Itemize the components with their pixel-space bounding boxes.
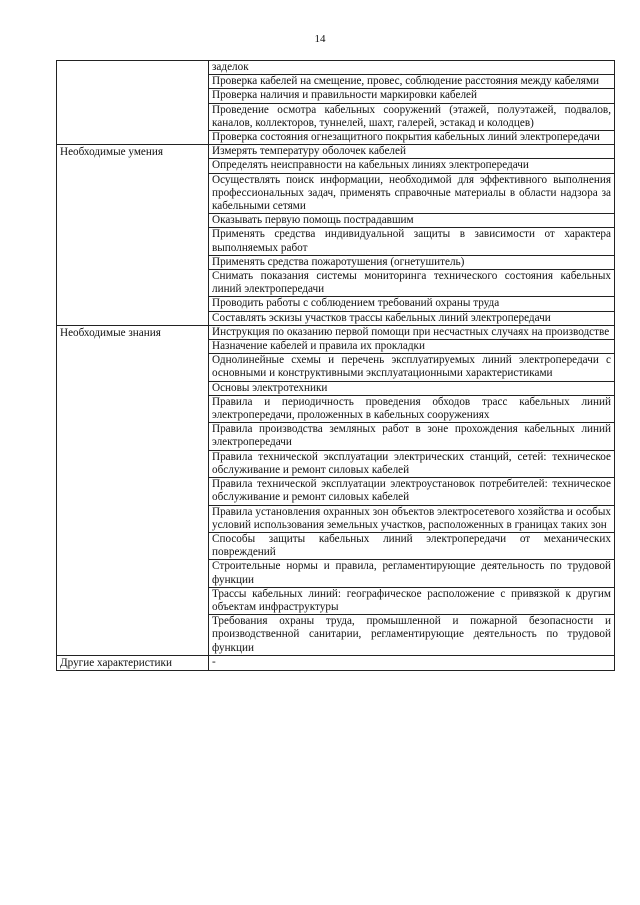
requirement-item: Строительные нормы и правила, регламентирующие деятельность по трудовой функции — [209, 560, 615, 587]
requirement-item: Правила технической эксплуатации электрических станций, сетей: техническое обслуживание и ремонт силовых кабелей — [209, 450, 615, 477]
requirement-item: Проводить работы с соблюдением требований охраны труда — [209, 297, 615, 311]
requirement-item: заделок — [209, 61, 615, 75]
table-row — [57, 145, 615, 159]
page-number: 14 — [314, 33, 326, 45]
section-label: Необходимые умения — [57, 145, 209, 326]
requirement-item: Снимать показания системы мониторинга технического состояния кабельных линий электропередачи — [209, 270, 615, 297]
requirement-item: Требования охраны труда, промышленной и пожарной безопасности и производственной санитарии, регламентирующие деятельность по трудовой функции — [209, 615, 615, 656]
requirement-item: Правила производства земляных работ в зоне прохождения кабельных линий электропередачи — [209, 423, 615, 450]
table-row — [57, 61, 615, 75]
requirement-item: Составлять эскизы участков трассы кабельных линий электропередачи — [209, 311, 615, 325]
requirement-item: Применять средства индивидуальной защиты в зависимости от характера выполняемых работ — [209, 228, 615, 255]
requirement-item: Оказывать первую помощь пострадавшим — [209, 214, 615, 228]
requirement-item: Измерять температуру оболочек кабелей — [209, 145, 615, 159]
requirement-item: Однолинейные схемы и перечень эксплуатируемых линий электропередачи с основными и конструктивными эксплуатационными характеристиками — [209, 354, 615, 381]
requirement-item: Правила установления охранных зон объектов электросетевого хозяйства и особых условий использования земельных участков, расположенных в границах таких зон — [209, 505, 615, 532]
requirement-item: Правила технической эксплуатации электроустановок потребителей: техническое обслуживание и ремонт силовых кабелей — [209, 478, 615, 505]
requirement-item: Проведение осмотра кабельных сооружений (этажей, полуэтажей, подвалов, каналов, коллекторов, туннелей, шахт, галерей, эстакад и колодцев) — [209, 103, 615, 130]
requirement-item: - — [209, 655, 615, 670]
requirement-item: Осуществлять поиск информации, необходимой для эффективного выполнения профессиональных задач, применять справочные материалы в области надзора за кабельными сетями — [209, 173, 615, 214]
requirement-item: Инструкция по оказанию первой помощи при несчастных случаях на производстве — [209, 325, 615, 339]
requirement-item: Проверка наличия и правильности маркировки кабелей — [209, 89, 615, 103]
section-label: Необходимые знания — [57, 325, 209, 655]
requirement-item: Проверка кабелей на смещение, провес, соблюдение расстояния между кабелями — [209, 75, 615, 89]
section-label — [57, 61, 209, 145]
requirement-item: Применять средства пожаротушения (огнетушитель) — [209, 255, 615, 269]
table-row — [57, 325, 615, 339]
requirement-item: Основы электротехники — [209, 381, 615, 395]
requirement-item: Определять неисправности на кабельных линиях электропередачи — [209, 159, 615, 173]
labor-function-table — [56, 60, 615, 671]
requirement-item: Проверка состояния огнезащитного покрытия кабельных линий электропередачи — [209, 131, 615, 145]
requirement-item: Правила и периодичность проведения обходов трасс кабельных линий электропередачи, проложенных в кабельных сооружениях — [209, 395, 615, 422]
requirement-item: Трассы кабельных линий: географическое расположение с привязкой к другим объектам инфраструктуры — [209, 587, 615, 614]
table-row — [57, 655, 615, 670]
requirement-item: Назначение кабелей и правила их прокладки — [209, 340, 615, 354]
requirement-item: Способы защиты кабельных линий электропередачи от механических повреждений — [209, 532, 615, 559]
section-label: Другие характеристики — [57, 655, 209, 670]
